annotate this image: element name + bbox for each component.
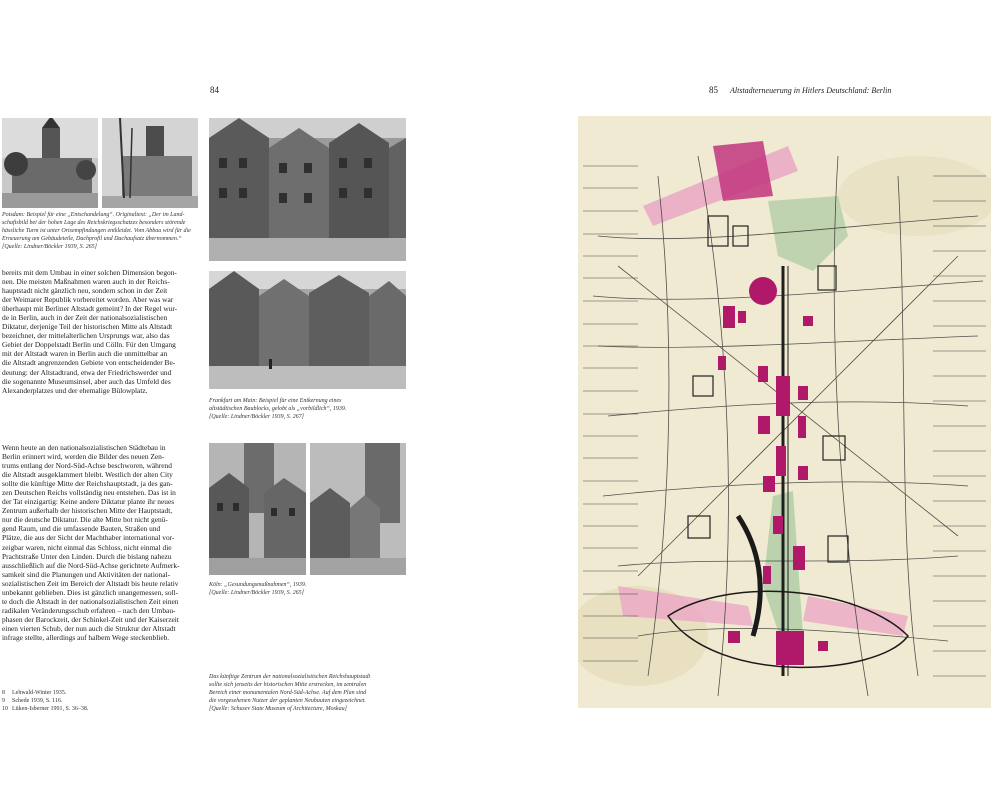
photo-frankfurt-street — [209, 118, 406, 261]
caption-frankfurt: Frankfurt am Main: Beispiel für eine Entkernung eines altstädtischen Baublocks, gelobt als „vorbildlich“, 1939. [Quelle: Lindner/Böckler 1939, S. 267] — [209, 398, 347, 420]
photo-koeln-before — [209, 443, 306, 575]
body-paragraph-2: Wenn heute an den nationalsozialistischen Städtebau in Berlin erinnert wird, werden die Bilder des neuen Zen- trums entlang der Nord-Süd-Achse beschworen, während die Altstadt ausgeklammert bleibt. Westlich der alten City sollte die künftige Mitte der Reichshauptstadt, ja des gan- zen Deutschen Reichs vollständig neu entstehen. Das ist in der Tat einzigartig: Keine andere Diktatur plante ihr neues Zentrum außerhalb der historischen Mitte der Hauptstadt, nur die deutsche Diktatur. Die alte Mitte bot nicht genü- gend Raum, und die umfassende Bauten, Straßen und Plätze, die aus der Sicht der Machthaber international vor- zeigbar waren, nicht einmal das Schloss, nicht einmal die Prachtstraße Unter den Linden. Durch die bislang nahezu ausschließlich auf die Nord-Süd-Achse gerichtete Aufmerk- samkeit sind die Planungen und Aktivitäten der national- sozialistischen Zeit im Bereich der Altstadt bis heute relativ unbekannt geblieben. Dies ist gänzlich unangemessen, soll- te doch die Altstadt in der nationalsozialistischen Zeit einen radikalen Veränderungsschub erfahren – nach den Umbau- phasen der Barockzeit, der Schinkel-Zeit und der Kaiserzeit einen vierten Schub, der nun auch die Struktur der Altstadt infrage stellte, allerdings auf halbem Wege steckenblieb. — [2, 443, 180, 642]
photo-frankfurt-courtyard — [209, 271, 406, 389]
right-page-number: 85 — [709, 85, 718, 95]
body-paragraph-1: bereits mit dem Umbau in einer solchen Dimension begon- nen. Die meisten Maßnahmen waren auch in der Reichs- hauptstadt nicht gänzlich neu, sondern schon in der Zeit der Weimarer Republik vorbereitet worden. Aber was war überhaupt mit Berliner Altstadt gemeint? In der Regel wur- de in Berlin, auch in der Zeit der nationalsozialistischen Diktatur, derjenige Teil der historischen Mitte als Altstadt bezeichnet, der mittelalterlichen Ursprungs war, also das Gebiet der Doppelstadt Berlin und Cölln. Für den Umgang mit der Altstadt waren in Berlin auch die unmittelbar an die Altstadt angrenzenden Gebiete von entscheidender Be- deutung: der Altstadtrand, etwa der Friedrichswerder und die sogenannte Museumsinsel, aber auch das Umfeld des Alexanderplatzes und der ehemalige Bülowplatz. — [2, 268, 178, 395]
caption-potsdam: Potsdam: Beispiel für eine „Entschandelung“. Originaltext: „Der im Land- schaftsbild bei der hohen Lage des Reichskriegsschatzes besonders störende hässliche Turm ist unter Ortsempfindungen entkleidet. Vom Abbau wird für die Erneuerung am Gebäudeteile, Dachprofil und Dachaufsatz übernommen.“ [Quelle: Lindner/Böckler 1939, S. 265] — [2, 212, 191, 250]
footnote-8: 8 Lehwald-Winter 1935. — [2, 690, 67, 696]
running-head: Altstadterneuerung in Hitlers Deutschland: Berlin — [730, 86, 892, 95]
left-page-number: 84 — [210, 85, 219, 95]
photo-koeln-after — [310, 443, 406, 575]
footnotes — [2, 689, 88, 713]
map-drawing — [578, 116, 991, 708]
caption-map: Das künftige Zentrum der nationalsozialistischen Reichshauptstadt sollte sich jenseits der historischen Mitte erstrecken, im zentralen Bereich einer monumentalen Nord-Süd-Achse. Auf dem Plan sind die vorgesehenen Nutzer der geplanten Neubauten eingezeichnet. [Quelle: Schusev State Museum of Architecture, Moskau] — [209, 674, 371, 712]
caption-koeln: Köln: „Gesundungsmaßnahmen“, 1939. [Quelle: Lindner/Böckler 1939, S. 265] — [209, 582, 307, 596]
footnote-10: 10 Lüken-Isberner 1991, S. 36–38. — [2, 706, 89, 712]
photo-potsdam-before — [2, 118, 98, 208]
photo-potsdam-after — [102, 118, 198, 208]
footnote-9: 9 Schede 1939, S. 116. — [2, 698, 63, 704]
berlin-plan-map — [578, 116, 991, 708]
